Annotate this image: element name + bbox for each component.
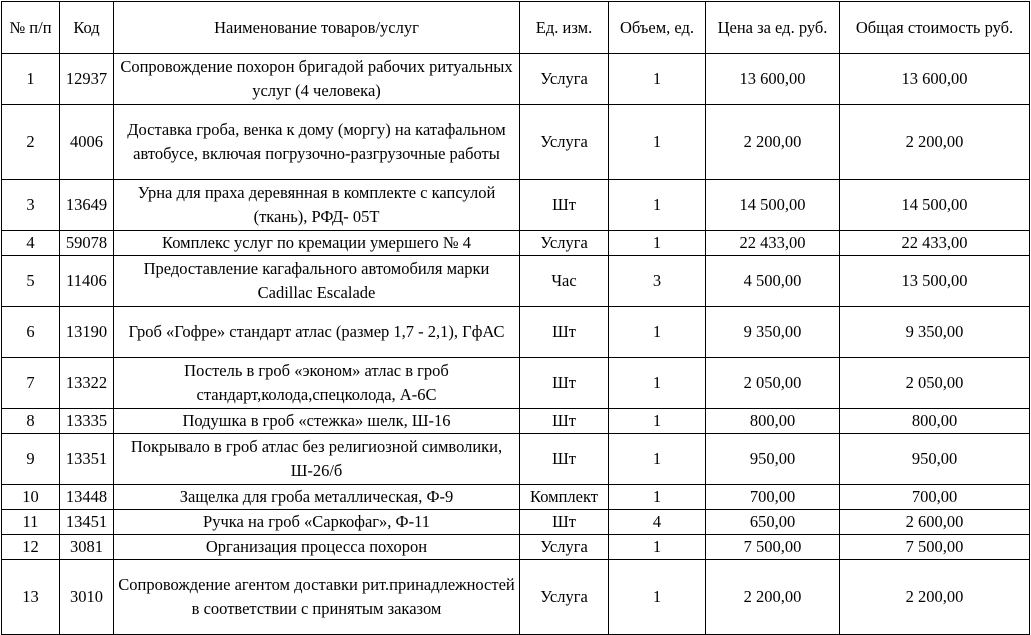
cell-code: 3081 (60, 535, 114, 560)
cell-name: Урна для праха деревянная в комплекте с капсулой (ткань), РФД- 05Т (114, 180, 520, 231)
cell-num: 9 (2, 434, 60, 485)
cell-code: 13190 (60, 307, 114, 358)
cell-unit: Услуга (520, 535, 609, 560)
cell-name: Доставка гроба, венка к дому (моргу) на катафальном автобусе, включая погрузочно-разгрузочные работы (114, 105, 520, 180)
header-unit: Ед. изм. (520, 2, 609, 54)
header-row (2, 2, 1030, 54)
cell-price: 650,00 (706, 510, 840, 535)
cell-total: 950,00 (840, 434, 1030, 485)
cell-unit: Услуга (520, 560, 609, 635)
table-row (2, 231, 1030, 256)
cell-name: Ручка на гроб «Саркофаг», Ф-11 (114, 510, 520, 535)
cell-total: 13 500,00 (840, 256, 1030, 307)
cell-unit: Услуга (520, 54, 609, 105)
cell-total: 800,00 (840, 409, 1030, 434)
cell-name: Гроб «Гофре» стандарт атлас (размер 1,7 - 2,1), ГфАС (114, 307, 520, 358)
cell-unit: Услуга (520, 231, 609, 256)
cell-num: 13 (2, 560, 60, 635)
cell-total: 13 600,00 (840, 54, 1030, 105)
cell-qty: 4 (609, 510, 706, 535)
cell-code: 13448 (60, 485, 114, 510)
cell-unit: Комплект (520, 485, 609, 510)
cell-name: Комплекс услуг по кремации умершего № 4 (114, 231, 520, 256)
table-row (2, 560, 1030, 635)
cell-code: 12937 (60, 54, 114, 105)
cell-num: 4 (2, 231, 60, 256)
cell-code: 3010 (60, 560, 114, 635)
header-name: Наименование товаров/услуг (114, 2, 520, 54)
cell-price: 9 350,00 (706, 307, 840, 358)
cell-price: 4 500,00 (706, 256, 840, 307)
cell-qty: 1 (609, 560, 706, 635)
header-num: № п/п (2, 2, 60, 54)
cell-num: 5 (2, 256, 60, 307)
cell-name: Защелка для гроба металлическая, Ф-9 (114, 485, 520, 510)
cell-qty: 3 (609, 256, 706, 307)
table-row (2, 535, 1030, 560)
cell-qty: 1 (609, 409, 706, 434)
cell-price: 13 600,00 (706, 54, 840, 105)
cell-total: 14 500,00 (840, 180, 1030, 231)
table-row (2, 105, 1030, 180)
cell-name: Предоставление кагафального автомобиля марки Cadillac Escalade (114, 256, 520, 307)
cell-name: Организация процесса похорон (114, 535, 520, 560)
cell-price: 700,00 (706, 485, 840, 510)
cell-total: 22 433,00 (840, 231, 1030, 256)
cell-price: 14 500,00 (706, 180, 840, 231)
table-row (2, 54, 1030, 105)
cell-qty: 1 (609, 231, 706, 256)
cell-total: 2 600,00 (840, 510, 1030, 535)
cell-total: 2 200,00 (840, 560, 1030, 635)
cell-name: Постель в гроб «эконом» атлас в гроб стандарт,колода,спецколода, А-6С (114, 358, 520, 409)
cell-num: 12 (2, 535, 60, 560)
header-code: Код (60, 2, 114, 54)
cell-num: 10 (2, 485, 60, 510)
table-row (2, 510, 1030, 535)
cell-name: Сопровождение похорон бригадой рабочих ритуальных услуг (4 человека) (114, 54, 520, 105)
cell-name: Покрывало в гроб атлас без религиозной символики, Ш-26/б (114, 434, 520, 485)
cell-num: 3 (2, 180, 60, 231)
cell-qty: 1 (609, 105, 706, 180)
cell-unit: Шт (520, 434, 609, 485)
header-price: Цена за ед. руб. (706, 2, 840, 54)
table-row (2, 256, 1030, 307)
cell-unit: Шт (520, 180, 609, 231)
cell-name: Сопровождение агентом доставки рит.принадлежностей в соответствии с принятым заказом (114, 560, 520, 635)
table-row (2, 485, 1030, 510)
cell-price: 7 500,00 (706, 535, 840, 560)
cell-code: 13451 (60, 510, 114, 535)
cell-num: 11 (2, 510, 60, 535)
cell-price: 22 433,00 (706, 231, 840, 256)
cell-price: 800,00 (706, 409, 840, 434)
cell-price: 2 200,00 (706, 105, 840, 180)
table-row (2, 180, 1030, 231)
cell-unit: Шт (520, 358, 609, 409)
cell-qty: 1 (609, 434, 706, 485)
cell-price: 2 200,00 (706, 560, 840, 635)
cell-code: 13335 (60, 409, 114, 434)
cell-code: 4006 (60, 105, 114, 180)
header-total: Общая стоимость руб. (840, 2, 1030, 54)
cell-qty: 1 (609, 180, 706, 231)
cell-price: 950,00 (706, 434, 840, 485)
cell-qty: 1 (609, 535, 706, 560)
cell-qty: 1 (609, 485, 706, 510)
cell-unit: Шт (520, 307, 609, 358)
cell-unit: Шт (520, 510, 609, 535)
cell-qty: 1 (609, 307, 706, 358)
cell-code: 11406 (60, 256, 114, 307)
cell-total: 9 350,00 (840, 307, 1030, 358)
cell-price: 2 050,00 (706, 358, 840, 409)
cell-total: 2 200,00 (840, 105, 1030, 180)
cell-code: 59078 (60, 231, 114, 256)
cell-unit: Услуга (520, 105, 609, 180)
cell-unit: Час (520, 256, 609, 307)
cell-unit: Шт (520, 409, 609, 434)
header-qty: Объем, ед. (609, 2, 706, 54)
cell-num: 1 (2, 54, 60, 105)
cell-qty: 1 (609, 358, 706, 409)
cell-name: Подушка в гроб «стежка» шелк, Ш-16 (114, 409, 520, 434)
cell-code: 13322 (60, 358, 114, 409)
cell-total: 7 500,00 (840, 535, 1030, 560)
cell-code: 13649 (60, 180, 114, 231)
table-row (2, 434, 1030, 485)
cell-code: 13351 (60, 434, 114, 485)
cell-num: 8 (2, 409, 60, 434)
cell-num: 7 (2, 358, 60, 409)
cell-num: 2 (2, 105, 60, 180)
cell-total: 700,00 (840, 485, 1030, 510)
table-row (2, 358, 1030, 409)
table-row (2, 409, 1030, 434)
services-table (1, 1, 1030, 635)
table-row (2, 307, 1030, 358)
cell-num: 6 (2, 307, 60, 358)
cell-qty: 1 (609, 54, 706, 105)
cell-total: 2 050,00 (840, 358, 1030, 409)
